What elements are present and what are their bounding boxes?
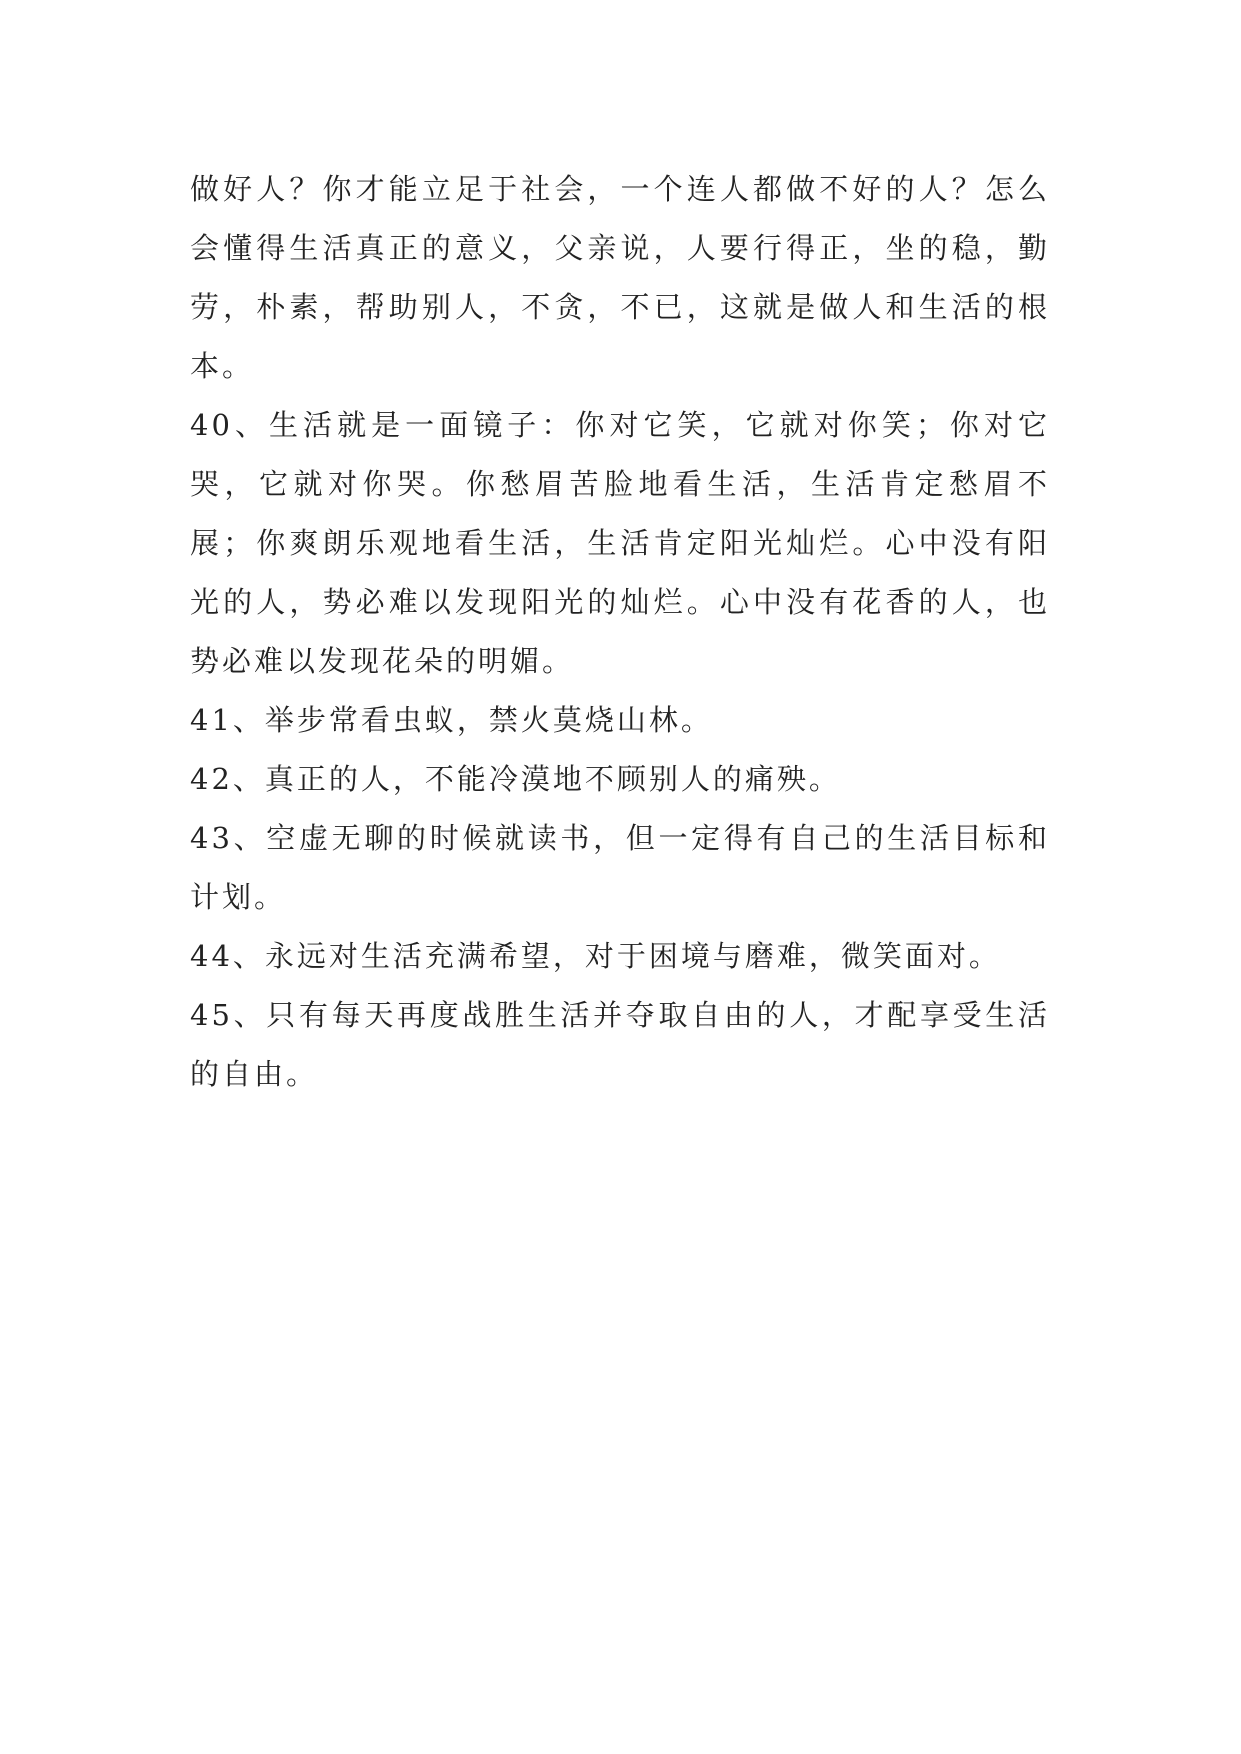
paragraph: 45、只有每天再度战胜生活并夺取自由的人，才配享受生活的自由。 bbox=[190, 998, 1050, 1091]
paragraph: 43、空虚无聊的时候就读书，但一定得有自己的生活目标和计划。 bbox=[190, 821, 1050, 914]
paragraph: 做好人？你才能立足于社会，一个连人都做不好的人？怎么会懂得生活真正的意义，父亲说，人要行得正，坐的稳，勤劳，朴素，帮助别人，不贪，不已，这就是做人和生活的根本。 bbox=[190, 172, 1050, 383]
paragraph: 41、举步常看虫蚁，禁火莫烧山林。 bbox=[190, 703, 713, 737]
paragraph: 42、真正的人，不能冷漠地不顾别人的痛殃。 bbox=[190, 762, 841, 796]
paragraph: 44、永远对生活充满希望，对于困境与磨难，微笑面对。 bbox=[190, 939, 1001, 973]
paragraph: 40、生活就是一面镜子：你对它笑，它就对你笑；你对它哭，它就对你哭。你愁眉苦脸地看生活，生活肯定愁眉不展；你爽朗乐观地看生活，生活肯定阳光灿烂。心中没有阳光的人，势必难以发现阳光的灿烂。心中没有花香的人，也势必难以发现花朵的明媚。 bbox=[190, 408, 1050, 678]
document-body bbox=[190, 160, 1050, 1104]
